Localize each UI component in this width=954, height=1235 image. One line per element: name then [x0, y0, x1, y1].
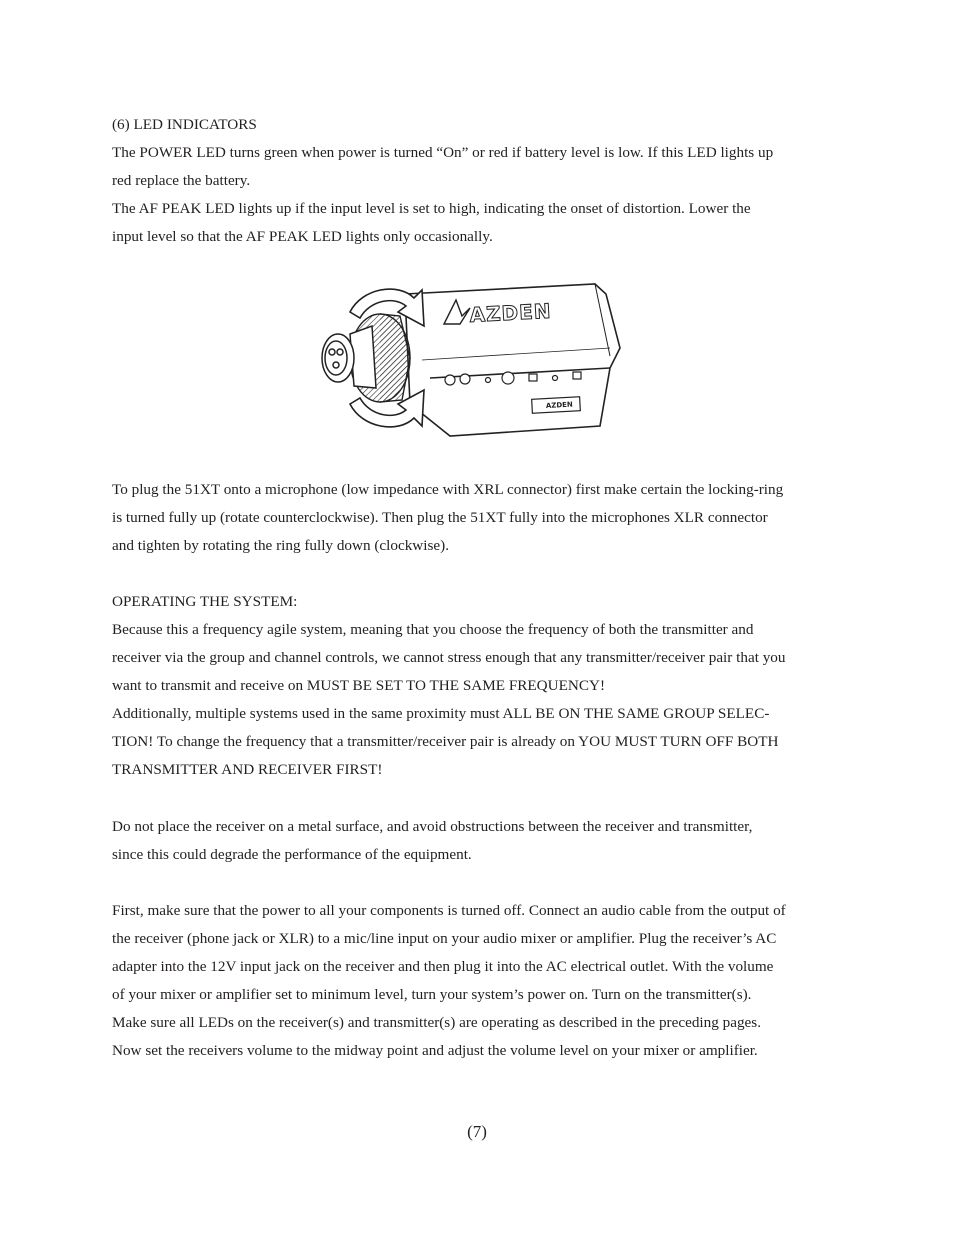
section-heading: (6) LED INDICATORS: [112, 116, 257, 133]
operating-section: [112, 588, 852, 784]
page-number: (7): [467, 1122, 487, 1141]
paragraph-line: since this could degrade the performance of the equipment.: [112, 846, 472, 863]
paragraph-line: red replace the battery.: [112, 172, 251, 189]
setup-section: [112, 897, 852, 1065]
paragraph-line: The POWER LED turns green when power is turned “On” or red if battery level is low. If this LED lights up: [112, 144, 774, 161]
brand-logo-small: AZDEN: [545, 400, 574, 410]
paragraph-line: adapter into the 12V input jack on the receiver and then plug it into the AC electrical outlet. With the volume: [112, 958, 774, 975]
paragraph-line: input level so that the AF PEAK LED lights only occasionally.: [112, 228, 493, 245]
paragraph-line: of your mixer or amplifier set to minimum level, turn your system’s power on. Turn on the transmitter(s).: [112, 986, 752, 1003]
led-indicators-section: [112, 111, 852, 251]
paragraph-line: is turned fully up (rotate counterclockwise). Then plug the 51XT fully into the microphones XLR connector: [112, 509, 768, 526]
placement-section: [112, 813, 852, 869]
paragraph-line: First, make sure that the power to all your components is turned off. Connect an audio cable from the output of: [112, 902, 786, 919]
section-heading: OPERATING THE SYSTEM:: [112, 593, 298, 610]
paragraph-line: TION! To change the frequency that a transmitter/receiver pair is already on YOU MUST TURN OFF BOTH: [112, 733, 779, 750]
brand-logo-large: AZDEN: [469, 298, 553, 327]
paragraph-line: Make sure all LEDs on the receiver(s) and transmitter(s) are operating as described in the preceding pages.: [112, 1014, 762, 1031]
paragraph-line: Additionally, multiple systems used in the same proximity must ALL BE ON THE SAME GROUP SELEC-: [112, 705, 770, 722]
transmitter-illustration: [310, 276, 630, 442]
paragraph-line: Because this a frequency agile system, meaning that you choose the frequency of both the transmitter and: [112, 621, 754, 638]
plug-in-section: [112, 476, 852, 560]
paragraph-line: TRANSMITTER AND RECEIVER FIRST!: [112, 761, 383, 778]
paragraph-line: Do not place the receiver on a metal surface, and avoid obstructions between the receiver and transmitter,: [112, 818, 753, 835]
paragraph-line: Now set the receivers volume to the midway point and adjust the volume level on your mixer or amplifier.: [112, 1042, 758, 1059]
xlr-connector: [322, 326, 376, 388]
paragraph-line: The AF PEAK LED lights up if the input level is set to high, indicating the onset of distortion. Lower the: [112, 200, 751, 217]
paragraph-line: and tighten by rotating the ring fully down (clockwise).: [112, 537, 450, 554]
paragraph-line: the receiver (phone jack or XLR) to a mic/line input on your audio mixer or amplifier. Plug the receiver’s AC: [112, 930, 777, 947]
paragraph-line: receiver via the group and channel controls, we cannot stress enough that any transmitter/receiver pair that you: [112, 649, 786, 666]
paragraph-line: want to transmit and receive on MUST BE SET TO THE SAME FREQUENCY!: [112, 677, 606, 694]
transmitter-drawing: [310, 276, 630, 442]
paragraph-line: To plug the 51XT onto a microphone (low impedance with XRL connector) first make certain the locking-ring: [112, 481, 784, 498]
